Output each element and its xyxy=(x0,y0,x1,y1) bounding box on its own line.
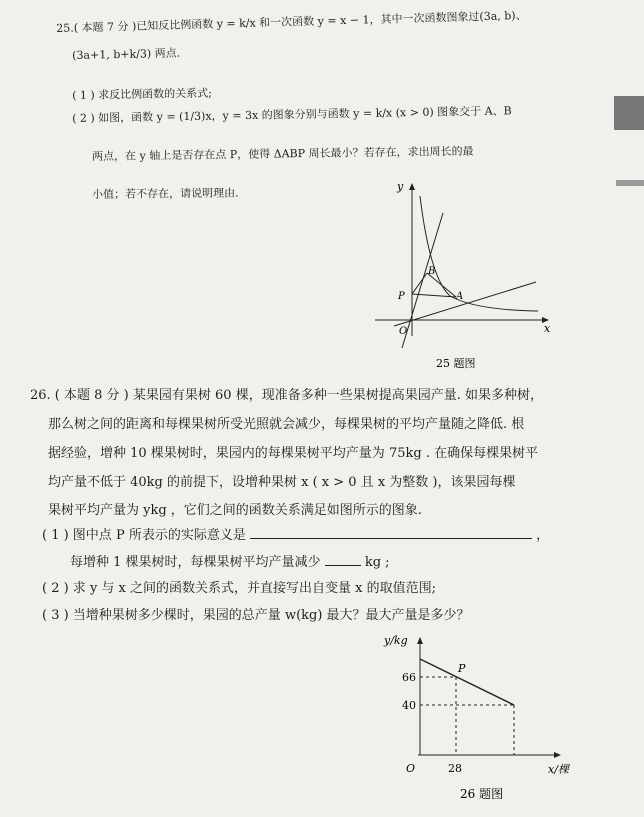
q25-part2-line1: ( 2 ) 如图，函数 y = (1/3)x，y = 3x 的图象分别与函数 y = k/x (x > 0) 图象交于 A、B xyxy=(72,104,512,125)
q26-line5: 果树平均产量为 ykg ，它们之间的函数关系满足如图所示的图象. xyxy=(48,503,422,518)
q26-part1-end: ， xyxy=(536,528,550,543)
q26-line3: 据经验，增种 10 棵果树时，果园内的每棵果树平均产量为 75kg . 在确保每棵果树平 xyxy=(48,446,539,461)
q25-label-a: A xyxy=(456,291,464,302)
q25-label-x: x xyxy=(544,322,551,335)
q26-tick-28: 28 xyxy=(448,762,462,775)
q26-part1-line2 xyxy=(70,551,390,570)
q25-hyperbola xyxy=(420,196,538,311)
q26-part1-decrease-blank[interactable] xyxy=(325,565,361,566)
q25-y-arrow xyxy=(409,183,415,190)
q25-label-b: B xyxy=(428,266,436,277)
q26-line4: 均产量不低于 40kg 的前提下，设增种果树 x ( x > 0 且 x 为整数 )，该果园每棵 xyxy=(48,475,516,490)
q26-part1-prefix: ( 1 ) 图中点 P 所表示的实际意义是 xyxy=(42,528,246,543)
q25-line-y3x xyxy=(402,213,443,348)
q25-part2-line3: 小值；若不存在，请说明理由. xyxy=(92,186,239,201)
q26-part1-line2-prefix: 每增种 1 棵果树时，每棵果树平均产量减少 xyxy=(70,555,321,570)
q26-line1: 26. ( 本题 8 分 ) 某果园有果树 60 棵，现准备多种一些果树提高果园产量. 如果多种树， xyxy=(30,388,543,403)
q25-figure xyxy=(370,178,560,373)
q26-part2: ( 2 ) 求 y 与 x 之间的函数关系式，并直接写出自变量 x 的取值范围; xyxy=(42,581,436,596)
q26-tick-40: 40 xyxy=(402,699,416,712)
q26-caption: 26 题图 xyxy=(460,787,504,801)
scan-edge-mark xyxy=(616,180,644,186)
q25-part1: ( 1 ) 求反比例函数的关系式; xyxy=(72,86,213,102)
scan-edge-mark xyxy=(614,96,644,130)
q25-line2: (3a+1, b+k/3) 两点. xyxy=(72,46,181,62)
q26-label-y: y/kg xyxy=(384,634,408,647)
q25-header: 25.( 本题 7 分 )已知反比例函数 y = k/x 和一次函数 y = x − 1，其中一次函数图象过(3a, b)、 xyxy=(56,8,527,35)
q26-part1-line2-suffix: kg ; xyxy=(364,555,390,570)
q26-part1 xyxy=(42,524,549,543)
q26-part3: ( 3 ) 当增种果树多少棵时，果园的总产量 w(kg) 最大？最大产量是多少？ xyxy=(42,608,470,623)
q26-data-line xyxy=(420,659,514,705)
q26-label-o: O xyxy=(406,762,416,775)
q26-label-p: P xyxy=(458,662,466,675)
q26-tick-66: 66 xyxy=(402,671,416,684)
q25-label-p: P xyxy=(398,291,405,302)
q26-x-arrow xyxy=(554,752,561,758)
q26-label-x: x/棵 xyxy=(548,763,569,776)
q25-label-o: O xyxy=(399,326,408,337)
q25-label-y: y xyxy=(397,180,404,193)
q26-part1-answer-blank[interactable] xyxy=(250,538,532,539)
q25-caption: 25 题图 xyxy=(436,357,476,370)
q26-y-arrow xyxy=(417,637,423,644)
q25-part2-line2: 两点，在 y 轴上是否存在点 P，使得 ΔABP 周长最小？若存在，求出周长的最 xyxy=(92,144,474,163)
q26-line2: 那么树之间的距离和每棵果树所受光照就会减少，每棵果树的平均产量随之降低. 根 xyxy=(48,417,525,432)
q26-figure xyxy=(360,628,610,808)
